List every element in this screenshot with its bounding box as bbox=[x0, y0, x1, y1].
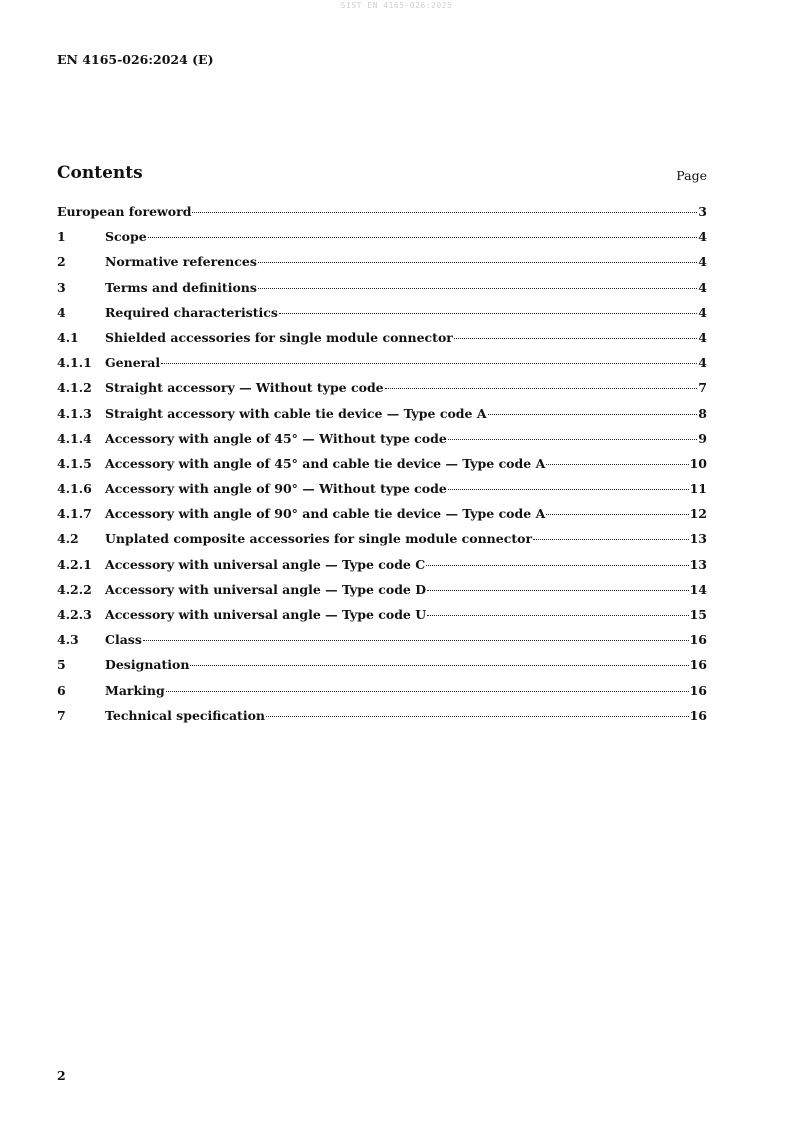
toc-entry-number: 6 bbox=[57, 682, 66, 698]
toc-entry[interactable] bbox=[57, 406, 707, 431]
toc-entry[interactable] bbox=[57, 229, 707, 254]
page-column-label: Page bbox=[676, 168, 707, 183]
toc-entry[interactable] bbox=[57, 531, 707, 556]
toc-entry[interactable] bbox=[57, 506, 707, 531]
toc-entry-page: 16 bbox=[689, 707, 707, 723]
toc-dot-leader bbox=[533, 539, 689, 540]
toc-entry[interactable] bbox=[57, 582, 707, 607]
toc-entry-page: 4 bbox=[698, 254, 707, 270]
toc-entry-number: 4.2 bbox=[57, 531, 79, 547]
toc-entry-page: 9 bbox=[698, 430, 707, 446]
toc-entry-number: 4 bbox=[57, 304, 66, 320]
toc-entry-number: 4.2.2 bbox=[57, 581, 92, 597]
toc-dot-leader bbox=[161, 363, 697, 364]
toc-entry-title: Unplated composite accessories for single module connector bbox=[105, 531, 533, 547]
contents-title: Contents bbox=[57, 163, 143, 183]
toc-entry-page: 4 bbox=[698, 329, 707, 345]
toc-entry-page: 14 bbox=[689, 581, 707, 597]
toc-entry-title: Scope bbox=[105, 229, 147, 245]
toc-entry-page: 4 bbox=[698, 229, 707, 245]
toc-entry[interactable] bbox=[57, 481, 707, 506]
toc-entry-title: Required characteristics bbox=[105, 304, 278, 320]
toc-entry-title: Technical specification bbox=[105, 707, 266, 723]
page-number: 2 bbox=[57, 1068, 66, 1083]
toc-entry-number: 4.1.6 bbox=[57, 481, 92, 497]
toc-entry-number: 4.2.1 bbox=[57, 556, 92, 572]
toc-entry-number: 4.1.5 bbox=[57, 455, 92, 471]
toc-entry-page: 10 bbox=[689, 455, 707, 471]
toc-dot-leader bbox=[279, 313, 697, 314]
table-of-contents bbox=[57, 204, 707, 733]
toc-dot-leader bbox=[192, 212, 697, 213]
toc-dot-leader bbox=[488, 414, 698, 415]
toc-entry[interactable] bbox=[57, 305, 707, 330]
toc-entry-title: Accessory with universal angle — Type code C bbox=[105, 556, 426, 572]
toc-entry-page: 7 bbox=[698, 380, 707, 396]
toc-entry-title: Accessory with angle of 90° and cable tie device — Type code A bbox=[105, 506, 546, 522]
toc-entry-page: 4 bbox=[698, 355, 707, 371]
watermark: SIST EN 4165-026:2025 bbox=[340, 1, 453, 10]
toc-entry-page: 3 bbox=[698, 204, 707, 219]
toc-entry-page: 15 bbox=[689, 607, 707, 622]
toc-entry[interactable] bbox=[57, 254, 707, 279]
toc-dot-leader bbox=[258, 288, 697, 289]
toc-dot-leader bbox=[427, 590, 689, 591]
toc-entry[interactable] bbox=[57, 456, 707, 481]
toc-entry-number: 4.1.4 bbox=[57, 430, 92, 446]
toc-entry-number: 5 bbox=[57, 657, 66, 673]
toc-entry[interactable] bbox=[57, 607, 707, 632]
toc-entry[interactable] bbox=[57, 280, 707, 305]
toc-entry-title: Shielded accessories for single module connector bbox=[105, 329, 453, 345]
toc-entry-title: Normative references bbox=[105, 254, 257, 270]
toc-entry-page: 13 bbox=[689, 531, 707, 547]
toc-entry[interactable] bbox=[57, 431, 707, 456]
contents-header bbox=[57, 163, 707, 187]
toc-entry-number: 4.3 bbox=[57, 632, 79, 648]
toc-entry-title: Class bbox=[105, 632, 142, 648]
toc-entry-page: 4 bbox=[698, 304, 707, 320]
toc-entry-number: 1 bbox=[57, 229, 66, 245]
toc-entry[interactable] bbox=[57, 708, 707, 733]
toc-entry-page: 13 bbox=[689, 556, 707, 572]
toc-entry[interactable] bbox=[57, 557, 707, 582]
toc-entry-page: 16 bbox=[689, 632, 707, 648]
toc-entry-title: European foreword bbox=[57, 204, 192, 219]
toc-entry-title: General bbox=[105, 355, 161, 371]
toc-dot-leader bbox=[426, 565, 688, 566]
toc-entry-number: 3 bbox=[57, 279, 66, 295]
toc-entry-page: 11 bbox=[689, 481, 707, 497]
toc-entry-title: Terms and definitions bbox=[105, 279, 257, 295]
document-identifier: EN 4165-026:2024 (E) bbox=[57, 52, 214, 67]
toc-entry-title: Marking bbox=[105, 682, 165, 698]
toc-entry[interactable] bbox=[57, 355, 707, 380]
toc-entry-number: 4.1.7 bbox=[57, 506, 92, 522]
toc-dot-leader bbox=[546, 464, 688, 465]
toc-dot-leader bbox=[258, 262, 697, 263]
toc-entry-title: Accessory with angle of 45° — Without type code bbox=[105, 430, 447, 446]
toc-dot-leader bbox=[190, 665, 688, 666]
toc-entry-page: 8 bbox=[698, 405, 707, 421]
toc-entry-page: 4 bbox=[698, 279, 707, 295]
toc-entry-number: 4.1.3 bbox=[57, 405, 92, 421]
toc-entry-number: 4.1.1 bbox=[57, 355, 92, 371]
toc-entry-title: Accessory with universal angle — Type code D bbox=[105, 581, 427, 597]
toc-dot-leader bbox=[448, 489, 689, 490]
toc-entry-title: Accessory with universal angle — Type code U bbox=[105, 607, 427, 622]
toc-entry-number: 4.1.2 bbox=[57, 380, 92, 396]
toc-dot-leader bbox=[166, 691, 689, 692]
toc-entry[interactable] bbox=[57, 380, 707, 405]
toc-entry[interactable] bbox=[57, 632, 707, 657]
toc-entry-page: 16 bbox=[689, 657, 707, 673]
toc-dot-leader bbox=[266, 716, 689, 717]
toc-entry-page: 12 bbox=[689, 506, 707, 522]
toc-dot-leader bbox=[448, 439, 697, 440]
toc-entry-title: Accessory with angle of 90° — Without type code bbox=[105, 481, 447, 497]
toc-entry[interactable] bbox=[57, 683, 707, 708]
toc-dot-leader bbox=[148, 237, 698, 238]
toc-dot-leader bbox=[385, 388, 698, 389]
toc-dot-leader bbox=[454, 338, 697, 339]
toc-entry-number: 2 bbox=[57, 254, 66, 270]
toc-entry-title: Accessory with angle of 45° and cable tie device — Type code A bbox=[105, 455, 546, 471]
toc-entry-title: Designation bbox=[105, 657, 190, 673]
toc-entry[interactable] bbox=[57, 330, 707, 355]
toc-entry-page: 16 bbox=[689, 682, 707, 698]
toc-dot-leader bbox=[546, 514, 688, 515]
toc-entry[interactable] bbox=[57, 204, 707, 229]
toc-entry-number: 7 bbox=[57, 707, 66, 723]
toc-dot-leader bbox=[143, 640, 689, 641]
toc-dot-leader bbox=[427, 615, 688, 616]
toc-entry[interactable] bbox=[57, 657, 707, 682]
toc-entry-number: 4.2.3 bbox=[57, 607, 92, 622]
toc-entry-title: Straight accessory — Without type code bbox=[105, 380, 384, 396]
toc-entry-number: 4.1 bbox=[57, 329, 79, 345]
toc-entry-title: Straight accessory with cable tie device — Type code A bbox=[105, 405, 487, 421]
